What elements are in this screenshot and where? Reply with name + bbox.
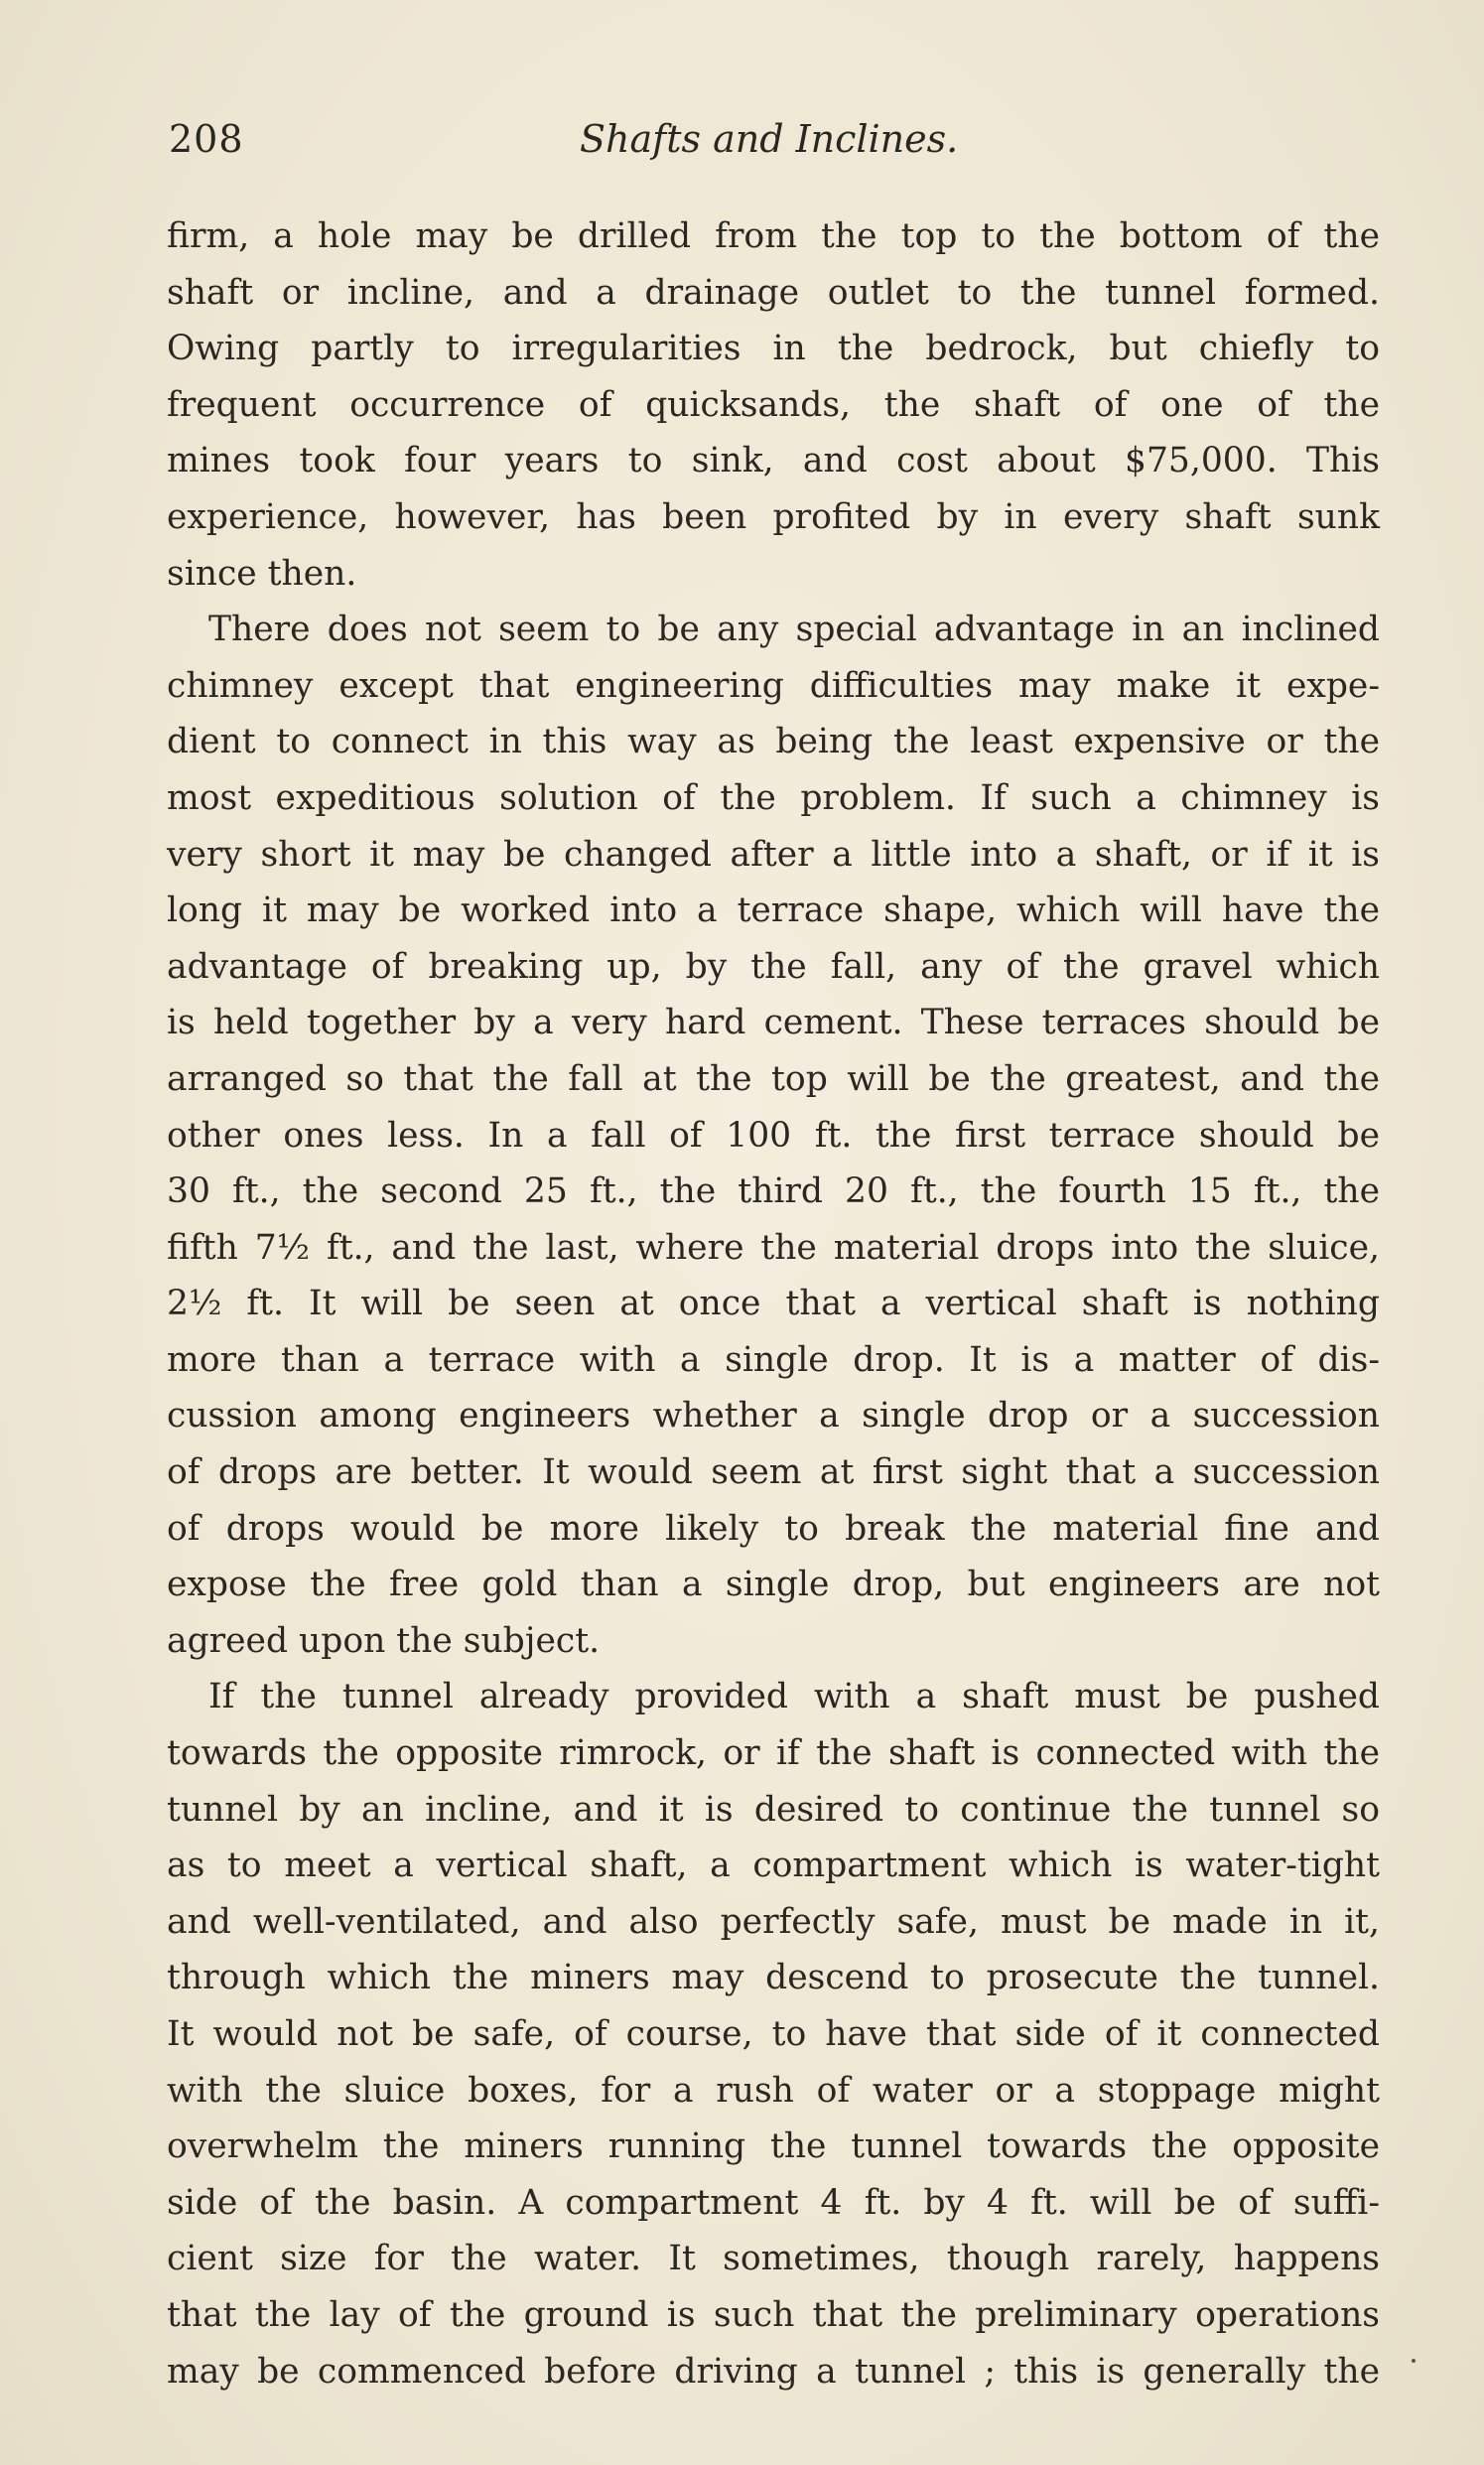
text-line: that the lay of the ground is such that the preliminary operations xyxy=(167,2294,1380,2335)
text-line: frequent occurrence of quicksands, the shaft of one of the xyxy=(167,384,1380,425)
text-line: overwhelm the miners running the tunnel towards the opposite xyxy=(167,2126,1380,2167)
text-line: of drops would be more likely to break the material fine and xyxy=(167,1508,1380,1549)
text-line: with the sluice boxes, for a rush of water or a stoppage might xyxy=(167,2070,1380,2111)
text-line: very short it may be changed after a little into a shaft, or if it is xyxy=(167,834,1380,875)
text-line: and well-ventilated, and also perfectly safe, must be made in it, xyxy=(167,1901,1380,1942)
text-line: 2½ ft. It will be seen at once that a vertical shaft is nothing xyxy=(167,1284,1380,1324)
text-line: most expeditious solution of the problem. If such a chimney is xyxy=(167,777,1380,818)
text-line: Owing partly to irregularities in the bedrock, but chiefly to xyxy=(167,329,1380,369)
text-line: side of the basin. A compartment 4 ft. by 4 ft. will be of suffi- xyxy=(167,2182,1380,2223)
text-line: more than a terrace with a single drop. It is a matter of dis- xyxy=(167,1339,1380,1380)
page-header xyxy=(169,117,1375,177)
page-number: 208 xyxy=(169,117,244,161)
text-line: cient size for the water. It sometimes, though rarely, happens xyxy=(167,2239,1380,2279)
text-line: as to meet a vertical shaft, a compartment which is water-tight xyxy=(167,1846,1380,1886)
text-line: since then. xyxy=(167,553,357,594)
paragraph-first-line: If the tunnel already provided with a shaft must be pushed xyxy=(208,1677,1380,1717)
paragraph-first-line: There does not seem to be any special advantage in an inclined xyxy=(208,610,1380,650)
text-line: towards the opposite rimrock, or if the shaft is connected with the xyxy=(167,1733,1380,1774)
running-title: Shafts and Inclines. xyxy=(580,117,959,161)
text-line: agreed upon the subject. xyxy=(167,1620,601,1661)
body-text xyxy=(167,208,1380,2399)
text-line: mines took four years to sink, and cost about $75,000. This xyxy=(167,441,1380,481)
text-line: cussion among engineers whether a single drop or a succession xyxy=(167,1396,1380,1437)
text-line: firm, a hole may be drilled from the top to the bottom of the xyxy=(167,216,1380,256)
text-line: It would not be safe, of course, to have that side of it connected xyxy=(167,2014,1380,2054)
text-line: arranged so that the fall at the top will be the greatest, and the xyxy=(167,1058,1380,1099)
text-line: is held together by a very hard cement. These terraces should be xyxy=(167,1003,1380,1043)
text-line: 30 ft., the second 25 ft., the third 20 ft., the fourth 15 ft., the xyxy=(167,1171,1380,1212)
text-line: shaft or incline, and a drainage outlet to the tunnel formed. xyxy=(167,272,1380,313)
text-line: long it may be worked into a terrace shape, which will have the xyxy=(167,890,1380,931)
text-line: of drops are better. It would seem at first sight that a succession xyxy=(167,1452,1380,1493)
text-line: may be commenced before driving a tunnel ; this is generally the xyxy=(167,2351,1380,2392)
text-line: through which the miners may descend to prosecute the tunnel. xyxy=(167,1958,1380,1998)
text-line: other ones less. In a fall of 100 ft. the first terrace should be xyxy=(167,1115,1380,1156)
text-line: expose the free gold than a single drop, but engineers are not xyxy=(167,1565,1380,1605)
text-line: experience, however, has been profited by in every shaft sunk xyxy=(167,496,1380,537)
text-line: tunnel by an incline, and it is desired to continue the tunnel so xyxy=(167,1789,1380,1830)
text-line: chimney except that engineering difficulties may make it expe- xyxy=(167,665,1380,706)
ink-speck xyxy=(1412,2359,1416,2363)
text-line: advantage of breaking up, by the fall, any of the gravel which xyxy=(167,946,1380,987)
text-line: fifth 7½ ft., and the last, where the material drops into the sluice, xyxy=(167,1227,1380,1268)
text-line: dient to connect in this way as being the least expensive or the xyxy=(167,722,1380,762)
